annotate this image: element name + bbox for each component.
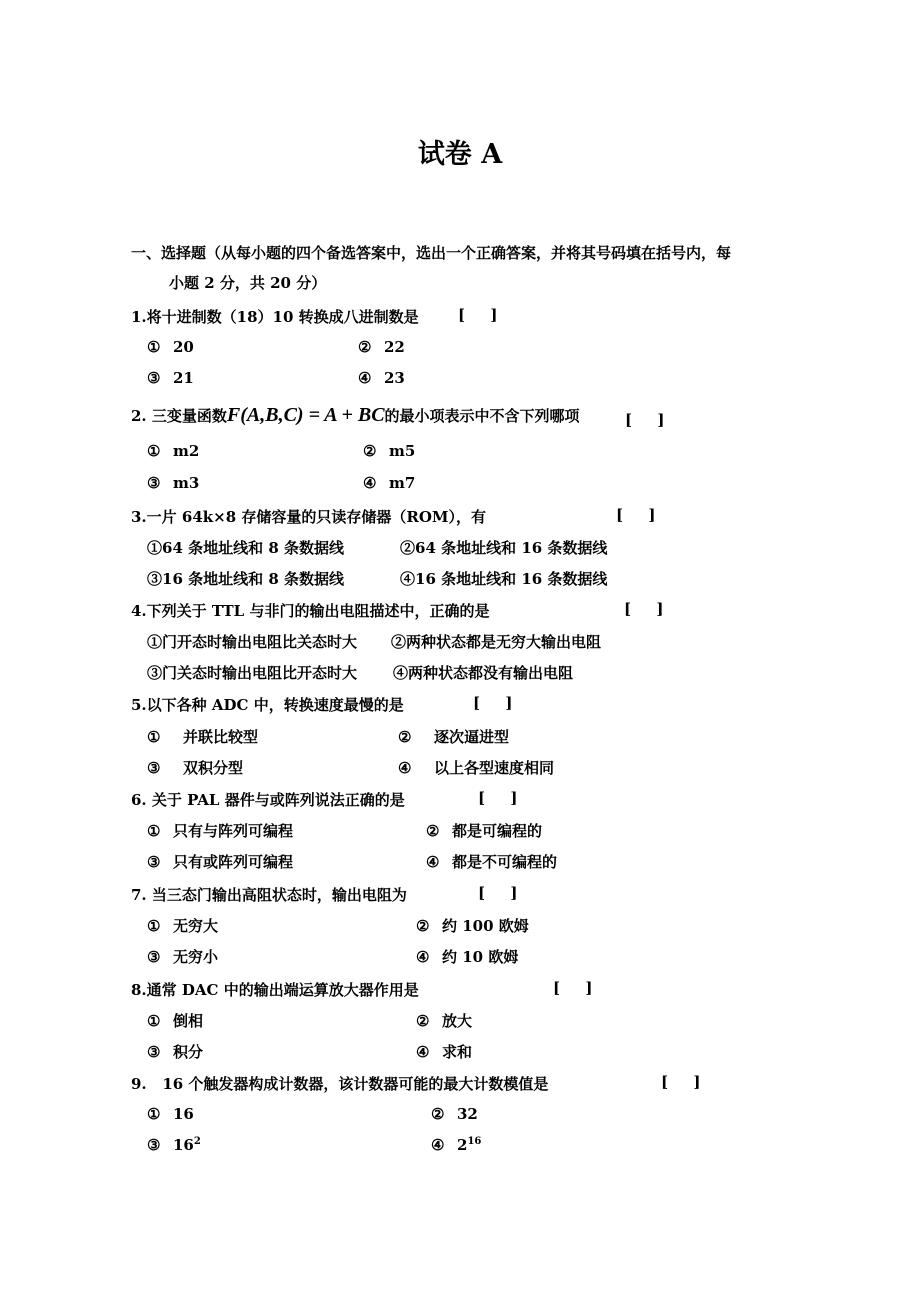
option-marker: ④	[431, 1136, 445, 1154]
option-5d[interactable]	[398, 757, 554, 778]
option-marker: ④	[363, 474, 377, 492]
option-text: 都是不可编程的	[452, 853, 558, 871]
option-4c[interactable]	[147, 662, 357, 683]
option-marker: ①	[147, 633, 163, 651]
option-base: 16	[173, 1136, 194, 1154]
option-1b[interactable]	[358, 338, 405, 356]
option-7b[interactable]	[416, 915, 529, 936]
option-marker: ②	[398, 728, 412, 746]
option-base: 2	[457, 1136, 468, 1154]
option-2c[interactable]	[147, 474, 199, 492]
option-7d[interactable]	[416, 946, 518, 967]
option-2b[interactable]	[363, 442, 415, 460]
option-4d[interactable]	[393, 662, 573, 683]
answer-bracket-4[interactable]: [ ]	[624, 600, 664, 618]
option-3c[interactable]	[147, 568, 344, 589]
option-6c[interactable]	[147, 851, 293, 872]
option-marker: ①	[147, 442, 161, 460]
option-text: 求和	[442, 1043, 473, 1061]
option-text: 门关态时输出电阻比开态时大	[162, 664, 358, 682]
option-8a[interactable]	[147, 1010, 203, 1031]
option-2a[interactable]	[147, 442, 199, 460]
question-9-text: 9. 16 个触发器构成计数器，该计数器可能的最大计数模值是	[131, 1075, 549, 1093]
option-text: 32	[457, 1105, 478, 1123]
option-superscript: 2	[193, 1136, 201, 1147]
option-text: 16	[173, 1105, 194, 1123]
question-3-text: 3.一片 64k×8 存储容量的只读存储器（ROM），有	[131, 508, 487, 526]
option-marker: ③	[147, 1136, 161, 1154]
option-9c[interactable]	[147, 1136, 201, 1154]
option-text: m2	[173, 442, 200, 460]
option-text: 20	[173, 338, 194, 356]
option-text: 无穷大	[173, 917, 219, 935]
option-6a[interactable]	[147, 820, 293, 841]
answer-bracket-8[interactable]: [ ]	[553, 979, 593, 997]
question-7-text: 7. 当三态门输出高阻状态时，输出电阻为	[131, 886, 407, 904]
option-1c[interactable]	[147, 369, 194, 387]
option-marker: ①	[147, 1012, 161, 1030]
question-8-text: 8.通常 DAC 中的输出端运算放大器作用是	[131, 981, 419, 999]
option-8b[interactable]	[416, 1010, 472, 1031]
answer-bracket-6[interactable]: [ ]	[478, 789, 518, 807]
option-6d[interactable]	[426, 851, 557, 872]
option-5b[interactable]	[398, 726, 509, 747]
option-marker: ①	[147, 338, 161, 356]
option-marker: ②	[400, 539, 416, 557]
option-text: 23	[384, 369, 405, 387]
answer-bracket-1[interactable]: [ ]	[458, 306, 498, 324]
section-heading	[131, 238, 731, 298]
option-marker: ④	[358, 369, 372, 387]
option-1d[interactable]	[358, 369, 405, 387]
option-8c[interactable]	[147, 1041, 203, 1062]
question-2-suffix: 的最小项表示中不含下列哪项	[384, 407, 580, 425]
option-marker: ②	[416, 1012, 430, 1030]
option-text: 16 条地址线和 8 条数据线	[162, 570, 344, 588]
option-text: 逐次逼进型	[434, 728, 510, 746]
option-marker: ①	[147, 917, 161, 935]
option-text: 门开态时输出电阻比关态时大	[162, 633, 358, 651]
option-marker: ②	[416, 917, 430, 935]
section-heading-line1: 一、选择题（从每小题的四个备选答案中，选出一个正确答案，并将其号码填在括号内，每	[131, 244, 732, 262]
option-marker: ④	[400, 570, 416, 588]
answer-bracket-7[interactable]: [ ]	[478, 884, 518, 902]
option-9b[interactable]	[431, 1105, 478, 1123]
option-text: 放大	[442, 1012, 473, 1030]
option-marker: ④	[398, 759, 412, 777]
option-6b[interactable]	[426, 820, 542, 841]
question-5-text: 5.以下各种 ADC 中，转换速度最慢的是	[131, 696, 404, 714]
answer-bracket-9[interactable]: [ ]	[661, 1073, 701, 1091]
option-marker: ②	[358, 338, 372, 356]
option-marker: ③	[147, 759, 161, 777]
question-1-text: 1.将十进制数（18）10 转换成八进制数是	[131, 308, 419, 326]
option-7a[interactable]	[147, 915, 218, 936]
option-text: m7	[389, 474, 416, 492]
option-marker: ①	[147, 822, 161, 840]
option-9d[interactable]	[431, 1136, 481, 1154]
option-text: 约 10 欧姆	[442, 948, 519, 966]
option-5a[interactable]	[147, 726, 258, 747]
option-7c[interactable]	[147, 946, 218, 967]
option-text: m5	[389, 442, 416, 460]
page-title: 试卷 A	[417, 139, 503, 170]
option-2d[interactable]	[363, 474, 415, 492]
option-marker: ②	[391, 633, 407, 651]
option-text: m3	[173, 474, 200, 492]
option-marker: ④	[393, 664, 409, 682]
option-text: 64 条地址线和 8 条数据线	[162, 539, 344, 557]
option-8d[interactable]	[416, 1041, 472, 1062]
section-heading-line2: 小题 2 分，共 20 分）	[169, 274, 327, 292]
option-text: 约 100 欧姆	[442, 917, 529, 935]
option-3d[interactable]	[400, 568, 607, 589]
answer-bracket-2[interactable]: [ ]	[625, 411, 665, 429]
option-3b[interactable]	[400, 537, 607, 558]
option-marker: ③	[147, 570, 163, 588]
question-6-text: 6. 关于 PAL 器件与或阵列说法正确的是	[131, 791, 405, 809]
option-text: 两种状态都是无穷大输出电阻	[406, 633, 602, 651]
option-4a[interactable]	[147, 631, 357, 652]
option-text: 倒相	[173, 1012, 204, 1030]
option-marker: ③	[147, 1043, 161, 1061]
option-text: 21	[173, 369, 194, 387]
option-marker: ②	[431, 1105, 445, 1123]
option-marker: ②	[426, 822, 440, 840]
option-text: 只有与阵列可编程	[173, 822, 294, 840]
option-text: 只有或阵列可编程	[173, 853, 294, 871]
answer-bracket-5[interactable]: [ ]	[473, 694, 513, 712]
option-marker: ④	[416, 1043, 430, 1061]
option-text: 以上各型速度相同	[434, 759, 555, 777]
option-text: 22	[384, 338, 405, 356]
option-text: 并联比较型	[183, 728, 259, 746]
option-text: 双积分型	[183, 759, 244, 777]
option-marker: ③	[147, 948, 161, 966]
option-marker: ③	[147, 853, 161, 871]
option-marker: ①	[147, 1105, 161, 1123]
option-marker: ①	[147, 728, 161, 746]
option-text: 无穷小	[173, 948, 219, 966]
option-4b[interactable]	[391, 631, 601, 652]
option-marker: ①	[147, 539, 163, 557]
question-4-text: 4.下列关于 TTL 与非门的输出电阻描述中，正确的是	[131, 602, 490, 620]
option-text: 两种状态都没有输出电阻	[408, 664, 574, 682]
question-2-text	[131, 404, 580, 427]
question-2-prefix: 2. 三变量函数	[131, 407, 227, 425]
option-marker: ②	[363, 442, 377, 460]
option-marker: ④	[426, 853, 440, 871]
option-superscript: 16	[467, 1136, 482, 1147]
option-marker: ④	[416, 948, 430, 966]
option-1a[interactable]	[147, 338, 194, 356]
option-5c[interactable]	[147, 757, 243, 778]
option-9a[interactable]	[147, 1105, 194, 1123]
option-text: 16 条地址线和 16 条数据线	[415, 570, 608, 588]
option-text: 64 条地址线和 16 条数据线	[415, 539, 608, 557]
boolean-formula: F(A,B,C) = A + BC	[226, 404, 385, 426]
option-text: 都是可编程的	[452, 822, 543, 840]
option-marker: ③	[147, 369, 161, 387]
option-marker: ③	[147, 474, 161, 492]
option-3a[interactable]	[147, 537, 344, 558]
option-marker: ③	[147, 664, 163, 682]
answer-bracket-3[interactable]: [ ]	[616, 506, 656, 524]
option-text: 积分	[173, 1043, 204, 1061]
